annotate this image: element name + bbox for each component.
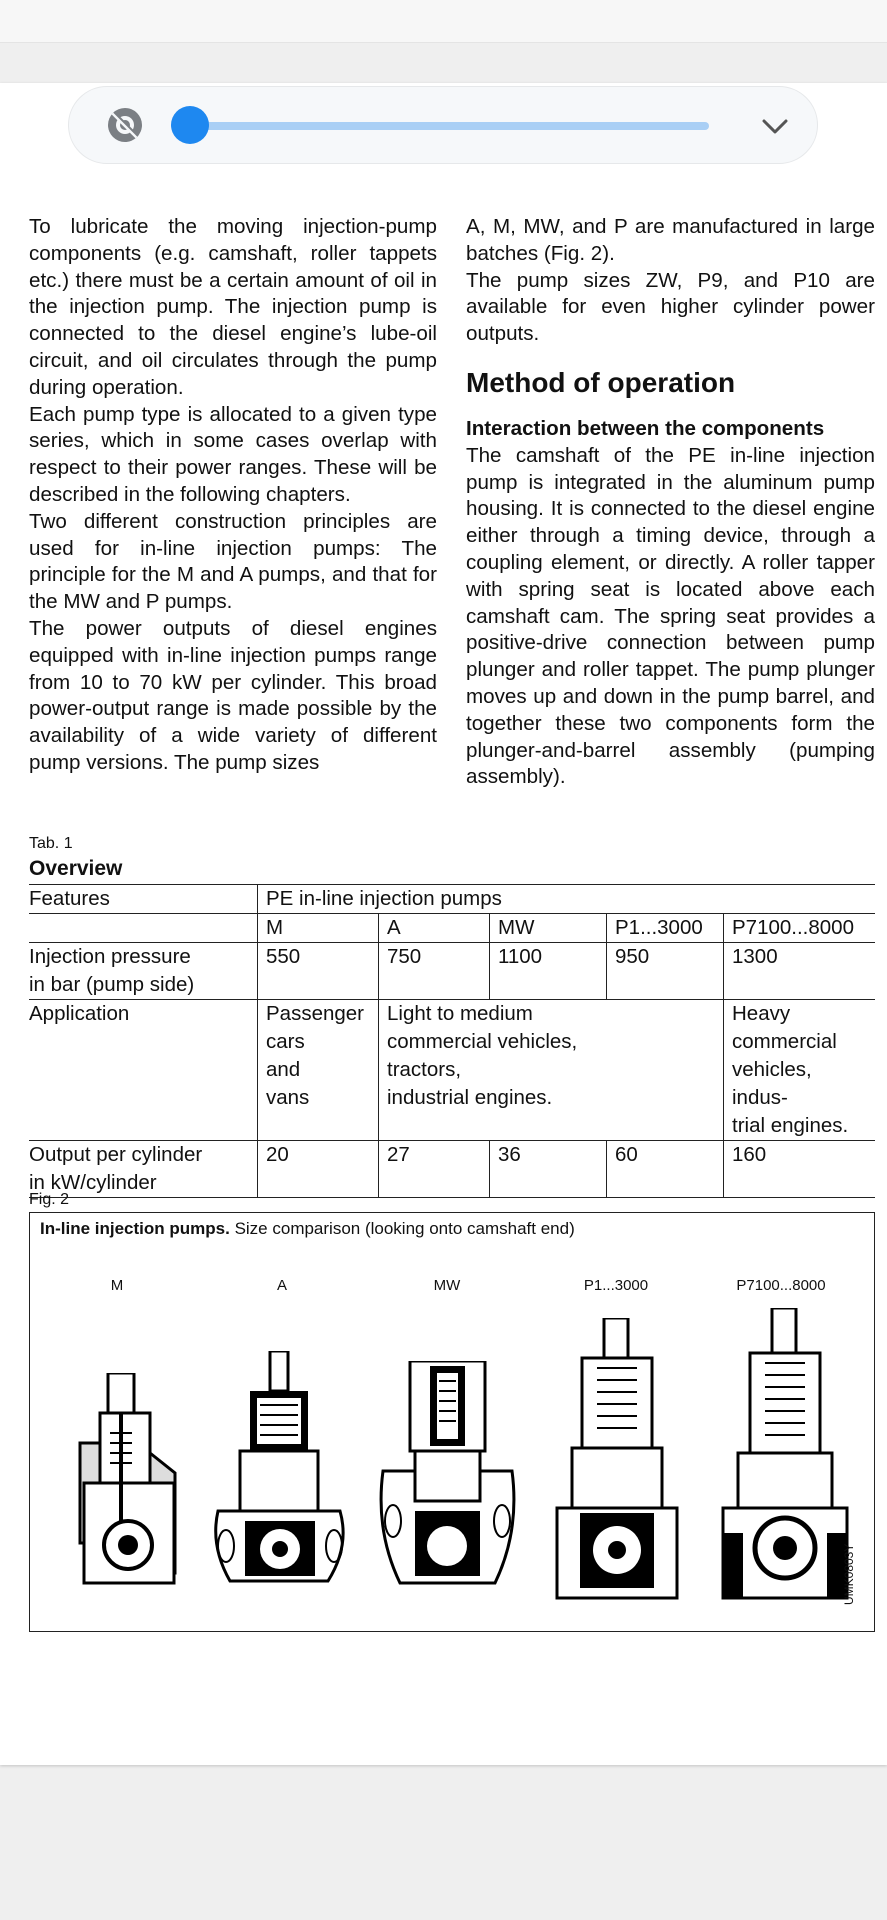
table-cell: 1100 bbox=[490, 943, 607, 1000]
right-text-column bbox=[466, 214, 875, 791]
paragraph: To lubricate the moving injection-pump components (e.g. camshaft, roller tappets etc.) there must be a certain amount of oil in the injection pump. The injection pump is connected to the diesel engine’s lube-oil circuit, and oil circulates through the pump during operation. bbox=[29, 215, 437, 399]
table-label: Tab. 1 bbox=[29, 835, 73, 852]
table-header-cell: MW bbox=[490, 914, 607, 943]
table-header-cell: M bbox=[258, 914, 379, 943]
browser-top-strip bbox=[0, 0, 887, 43]
table-cell: Passenger cars and vans bbox=[258, 1000, 379, 1141]
paragraph: The camshaft of the PE in-line injection pump is integrated in the aluminum pump housing. It is connected to the diesel engine either through a timing device, through a coupling element, or directly. A roller tapper with spring seat is located above each camshaft cam. The spring seat provides a positive-drive connection between pump plunger and roller tappet. The pump plunger moves up and down in the pump barrel, and together these two components form the plunger-and-barrel assembly (pumping assembly). bbox=[466, 443, 875, 789]
table-row bbox=[29, 885, 875, 914]
section-title: Method of operation bbox=[466, 366, 736, 398]
figure-code: UMK0803Y bbox=[842, 1543, 856, 1605]
paragraph: Each pump type is allocated to a given type series, which in some cases overlap with respect to their power ranges. These will be described in the following chapters. bbox=[29, 402, 437, 506]
pump-mw-drawing bbox=[375, 1361, 520, 1601]
table-cell: 550 bbox=[258, 943, 379, 1000]
progress-slider[interactable] bbox=[189, 122, 709, 130]
left-text-column bbox=[29, 214, 437, 777]
table-cell: Light to medium commercial vehicles, tractors, industrial engines. bbox=[379, 1000, 724, 1141]
table-cell: 20 bbox=[258, 1141, 379, 1198]
table-header-cell: Features bbox=[29, 885, 258, 914]
media-toolbar bbox=[68, 86, 818, 164]
pump-m-drawing bbox=[70, 1373, 190, 1595]
table-row-label: Application bbox=[29, 1000, 258, 1141]
pump-p1-3000-drawing bbox=[552, 1318, 682, 1603]
table-cell: 27 bbox=[379, 1141, 490, 1198]
table-row-label: Output per cylinder in kW/cylinder bbox=[29, 1141, 258, 1198]
table-row bbox=[29, 943, 875, 1000]
table-cell: 36 bbox=[490, 1141, 607, 1198]
table-header-cell: P1...3000 bbox=[607, 914, 724, 943]
table-header-cell: A bbox=[379, 914, 490, 943]
overview-table bbox=[29, 884, 875, 1198]
figure-label: Fig. 2 bbox=[29, 1191, 70, 1208]
table-cell: 950 bbox=[607, 943, 724, 1000]
table-row bbox=[29, 1141, 875, 1198]
table-cell: 60 bbox=[607, 1141, 724, 1198]
table-header-cell: PE in-line injection pumps bbox=[258, 885, 876, 914]
pump-a-drawing bbox=[210, 1351, 350, 1601]
pump-p7100-8000-drawing bbox=[720, 1308, 850, 1603]
slider-handle[interactable] bbox=[171, 106, 209, 144]
table-cell: 1300 bbox=[724, 943, 876, 1000]
pump-label: P1...3000 bbox=[583, 1277, 649, 1294]
figure-caption: In-line injection pumps. Size comparison (looking onto camshaft end) bbox=[40, 1219, 575, 1238]
chevron-down-icon[interactable] bbox=[759, 110, 791, 142]
paragraph: Two different construction principles are used for in-line injection pumps: The principle for the M and A pumps, and that for the MW and P pumps. bbox=[29, 509, 437, 614]
table-row bbox=[29, 914, 875, 943]
figure-box bbox=[29, 1212, 875, 1632]
paragraph: The pump sizes ZW, P9, and P10 are available for even higher cylinder power outputs. bbox=[466, 268, 875, 346]
pump-label: MW bbox=[433, 1277, 461, 1294]
table-cell: 160 bbox=[724, 1141, 876, 1198]
table-cell: Heavy commercial vehicles, indus- trial engines. bbox=[724, 1000, 876, 1141]
table-title: Overview bbox=[29, 857, 123, 880]
paragraph: A, M, MW, and P are manufactured in large batches (Fig. 2). bbox=[466, 215, 875, 265]
muted-icon[interactable] bbox=[107, 107, 143, 143]
table-row-label: Injection pressure in bar (pump side) bbox=[29, 943, 258, 1000]
pump-label: P7100...8000 bbox=[736, 1277, 826, 1294]
table-header-cell: P7100...8000 bbox=[724, 914, 876, 943]
pump-label: M bbox=[110, 1277, 124, 1294]
paragraph: The power outputs of diesel engines equipped with in-line injection pumps range from 10 to 70 kW per cylinder. This broad power-output range is made possible by the availability of a wide variety of different pump versions. The pump sizes bbox=[29, 616, 437, 774]
table-cell: 750 bbox=[379, 943, 490, 1000]
pump-label: A bbox=[276, 1277, 287, 1294]
subsection-title: Interaction between the components bbox=[466, 416, 825, 440]
table-row bbox=[29, 1000, 875, 1141]
